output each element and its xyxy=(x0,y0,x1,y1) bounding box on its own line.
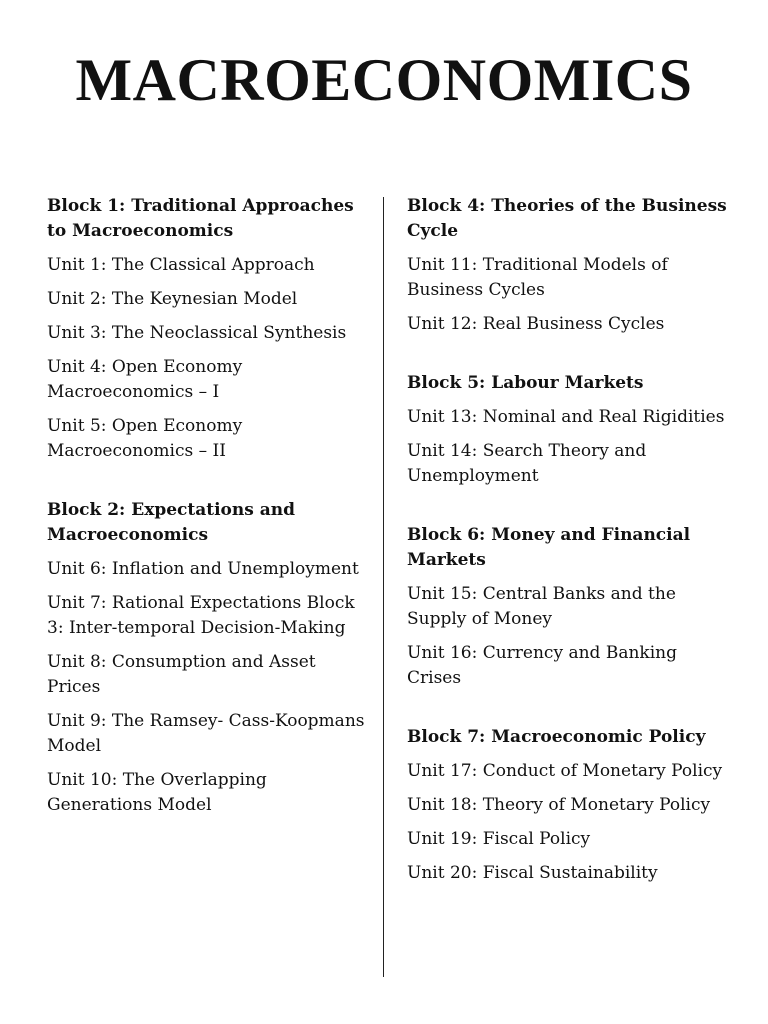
unit-item: Unit 9: The Ramsey- Cass-Koopmans Model xyxy=(47,711,365,756)
unit-item: Unit 3: The Neoclassical Synthesis xyxy=(47,323,347,343)
block-title: Block 7: Macroeconomic Policy xyxy=(407,727,706,747)
unit-item: Unit 14: Search Theory and Unemployment xyxy=(407,441,647,486)
course-block xyxy=(407,194,727,337)
unit-item: Unit 20: Fiscal Sustainability xyxy=(407,863,658,883)
course-block xyxy=(407,371,727,489)
block-title: Block 4: Theories of the Business Cycle xyxy=(407,196,727,241)
course-block xyxy=(47,194,367,464)
course-block xyxy=(407,523,727,691)
unit-item: Unit 8: Consumption and Asset Prices xyxy=(47,652,316,697)
unit-item: Unit 2: The Keynesian Model xyxy=(47,289,298,309)
course-block xyxy=(407,725,727,886)
unit-item: Unit 5: Open Economy Macroeconomics – II xyxy=(47,416,243,461)
unit-item: Unit 13: Nominal and Real Rigidities xyxy=(407,407,725,427)
unit-item: Unit 11: Traditional Models of Business Cycles xyxy=(407,255,668,300)
block-title: Block 2: Expectations and Macroeconomics xyxy=(47,500,296,545)
block-title: Block 1: Traditional Approaches to Macroeconomics xyxy=(47,196,354,241)
unit-item: Unit 10: The Overlapping Generations Model xyxy=(47,770,267,815)
unit-item: Unit 12: Real Business Cycles xyxy=(407,314,665,334)
unit-item: Unit 19: Fiscal Policy xyxy=(407,829,591,849)
left-column xyxy=(47,194,367,852)
unit-item: Unit 1: The Classical Approach xyxy=(47,255,315,275)
unit-item: Unit 15: Central Banks and the Supply of Money xyxy=(407,584,676,629)
page-title: MACROECONOMICS xyxy=(75,47,693,113)
block-title: Block 6: Money and Financial Markets xyxy=(407,525,691,570)
unit-item: Unit 17: Conduct of Monetary Policy xyxy=(407,761,723,781)
unit-item: Unit 18: Theory of Monetary Policy xyxy=(407,795,711,815)
unit-item: Unit 6: Inflation and Unemployment xyxy=(47,559,359,579)
right-column xyxy=(407,194,727,920)
unit-item: Unit 7: Rational Expectations Block 3: Inter-temporal Decision-Making xyxy=(47,593,355,638)
course-block xyxy=(47,498,367,818)
unit-item: Unit 4: Open Economy Macroeconomics – I xyxy=(47,357,243,402)
unit-item: Unit 16: Currency and Banking Crises xyxy=(407,643,677,688)
column-divider xyxy=(383,197,384,977)
block-title: Block 5: Labour Markets xyxy=(407,373,644,393)
